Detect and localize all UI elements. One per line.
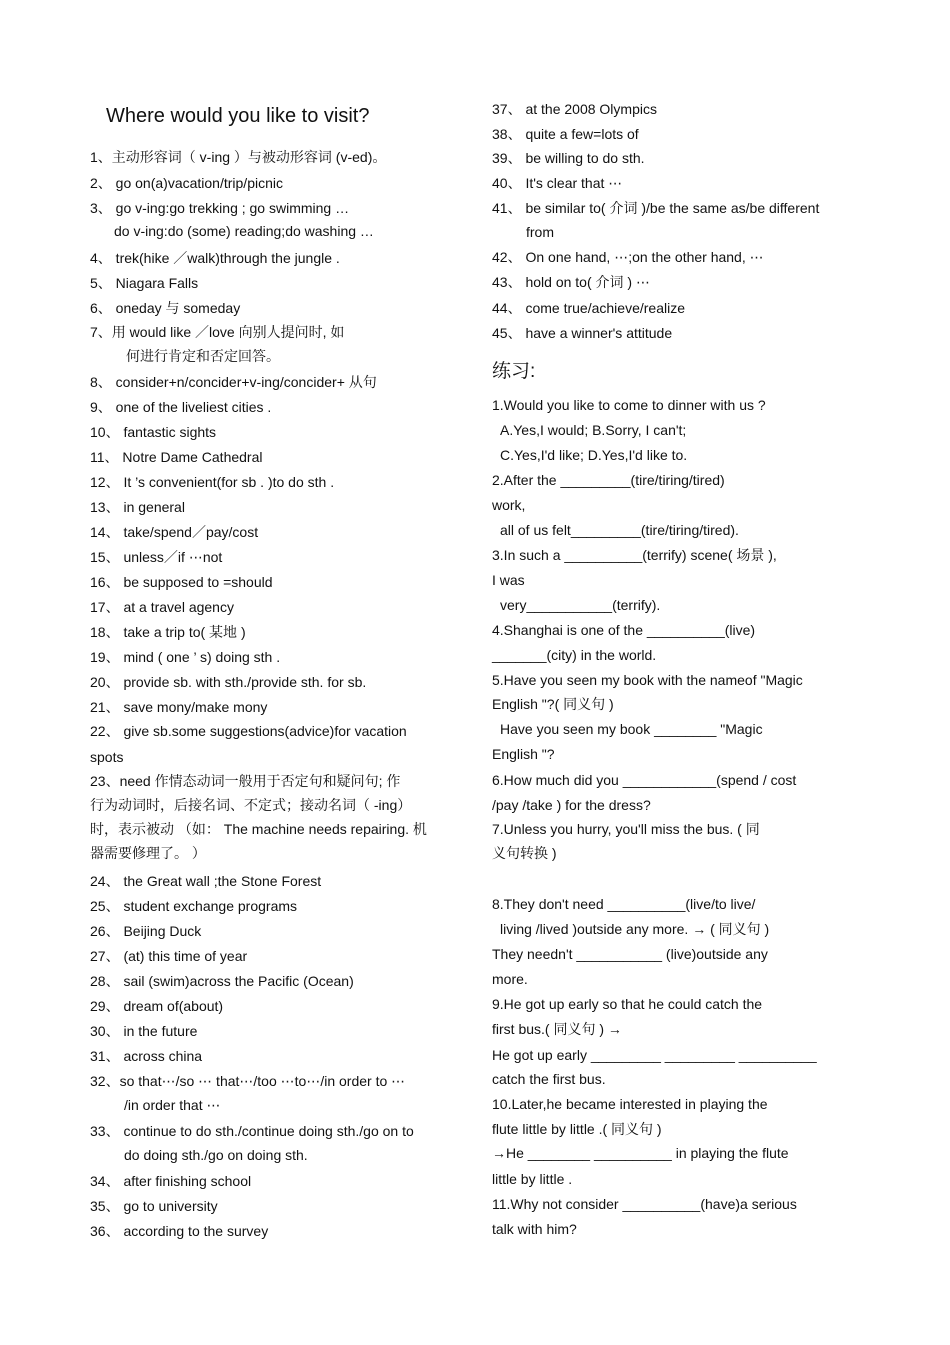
right-items-line: 38、 quite a few=lots of [492,126,639,142]
practice-lines-line: 10.Later,he became interested in playing the [492,1096,768,1112]
practice-lines-line: 8.They don't need __________(live/to live/ [492,896,756,912]
practice-lines-line: English "? [492,746,555,762]
practice-lines-line: first bus.( 同义句 ) → [492,1021,622,1037]
left-items-line: 31、 across china [90,1048,203,1064]
left-items-line: 10、 fantastic sights [90,424,217,440]
left-items-line: 器需要修理了。 ） [90,845,206,861]
left-items-line: 11、 Notre Dame Cathedral [90,449,263,465]
practice-lines-line: more. [492,971,528,987]
right-items-line: 43、 hold on to( 介词 ) ⋯ [492,274,650,290]
left-items-line: 26、 Beijing Duck [90,923,202,939]
left-items-line: 15、 unless／if ⋯not [90,549,223,565]
left-items-line: 何进行肯定和否定回答。 [126,348,280,364]
left-items-line: 19、 mind ( one ’ s) doing sth . [90,649,281,665]
left-items-line: 4、 trek(hike ／walk)through the jungle . [90,250,340,266]
right-items-line: 40、 It's clear that ⋯ [492,175,623,191]
practice-lines-line: 7.Unless you hurry, you'll miss the bus. ( 同 [492,821,760,837]
practice-lines-line: 义句转换 ) [492,845,557,861]
left-items-line: 20、 provide sb. with sth./provide sth. for sb. [90,674,367,690]
practice-lines-line: →He ________ __________ in playing the flute [492,1145,789,1161]
left-items-line: 18、 take a trip to( 某地 ) [90,624,246,640]
practice-lines-line: 4.Shanghai is one of the __________(live) [492,622,756,638]
left-items-line: 1、主动形容词（ v-ing ）与被动形容词 (v-ed)。 [90,149,387,165]
practice-lines-line: flute little by little .( 同义句 ) [492,1121,662,1137]
left-items-line: 14、 take/spend／pay/cost [90,524,259,540]
practice-lines-line: living /lived )outside any more. → ( 同义句 ) [500,921,770,937]
left-items-line: do doing sth./go on doing sth. [124,1147,308,1163]
left-items-line: 13、 in general [90,499,185,515]
page-title: Where would you like to visit? [106,105,370,127]
left-items-line: 6、 oneday 与 someday [90,300,241,316]
practice-lines-line: all of us felt_________(tire/tiring/tired). [500,522,739,538]
left-items-line: 12、 It ’s convenient(for sb . )to do sth . [90,474,335,490]
practice-lines-line: /pay /take ) for the dress? [492,797,651,813]
left-items-line: 16、 be supposed to =should [90,574,273,590]
left-items-line: spots [90,749,124,765]
left-items-line: 7、用 would like ／love 向别人提问时, 如 [90,324,345,340]
practice-lines-line: 5.Have you seen my book with the nameof "Magic [492,672,803,688]
left-items-line: do v-ing:do (some) reading;do washing … [114,223,374,239]
left-items-line: 36、 according to the survey [90,1223,269,1239]
practice-lines-line: 11.Why not consider __________(have)a serious [492,1196,797,1212]
left-items-line: 21、 save mony/make mony [90,699,268,715]
left-items-line: 29、 dream of(about) [90,998,224,1014]
left-items-line: 2、 go on(a)vacation/trip/picnic [90,175,283,191]
left-items-line: 时，表示被动 （如： The machine needs repairing. 机 [90,821,427,837]
right-items-line: 44、 come true/achieve/realize [492,300,685,316]
practice-lines-line: little by little . [492,1171,573,1187]
right-items-line: from [526,224,554,240]
left-items-line: 34、 after finishing school [90,1173,252,1189]
practice-lines-line: 3.In such a __________(terrify) scene( 场景 ), [492,547,777,563]
practice-lines-line: English "?( 同义句 ) [492,696,614,712]
practice-lines-line: _______(city) in the world. [492,647,657,663]
practice-lines-line: A.Yes,I would; B.Sorry, I can't; [500,422,687,438]
practice-lines-line: 1.Would you like to come to dinner with us ? [492,397,766,413]
practice-lines-line: 2.After the _________(tire/tiring/tired) [492,472,725,488]
left-items-line: 28、 sail (swim)across the Pacific (Ocean) [90,973,354,989]
practice-lines-line: talk with him? [492,1221,577,1237]
left-items-line: 5、 Niagara Falls [90,275,199,291]
practice-lines-line: catch the first bus. [492,1071,606,1087]
left-items-line: 行为动词时，后接名词、不定式；接动名词（ -ing） [90,797,412,813]
left-items-line: 27、 (at) this time of year [90,948,248,964]
right-items-line: 37、 at the 2008 Olympics [492,101,657,117]
practice-lines-line: 9.He got up early so that he could catch the [492,996,763,1012]
practice-lines-line: very___________(terrify). [500,597,661,613]
left-items-line: 8、 consider+n/concider+v-ing/concider+ 从句 [90,374,377,390]
practice-lines-line: I was [492,572,525,588]
left-items-line: 9、 one of the liveliest cities . [90,399,272,415]
practice-lines-line: He got up early _________ _________ __________ [492,1047,817,1063]
right-items-line: 41、 be similar to( 介词 )/be the same as/be different [492,200,820,216]
left-items-line: 25、 student exchange programs [90,898,298,914]
left-items-line: 30、 in the future [90,1023,198,1039]
right-items-line: 39、 be willing to do sth. [492,150,645,166]
left-items-line: 35、 go to university [90,1198,218,1214]
practice-lines-line: They needn't ___________ (live)outside any [492,946,768,962]
practice-lines-line: C.Yes,I'd like; D.Yes,I'd like to. [500,447,688,463]
left-items-line: /in order that ⋯ [124,1097,221,1113]
left-items-line: 33、 continue to do sth./continue doing sth./go on to [90,1123,414,1139]
practice-lines-line: Have you seen my book ________ "Magic [500,721,763,737]
practice-lines-line: work, [492,497,526,513]
right-items-line: 45、 have a winner's attitude [492,325,673,341]
right-items-line: 42、 On one hand, ⋯;on the other hand, ⋯ [492,249,764,265]
left-items-line: 17、 at a travel agency [90,599,234,615]
left-items-line: 22、 give sb.some suggestions(advice)for vacation [90,723,407,739]
practice-heading: 练习: [492,361,536,382]
left-items-line: 24、 the Great wall ;the Stone Forest [90,873,322,889]
left-items-line: 3、 go v-ing:go trekking ; go swimming … [90,200,350,216]
left-items-line: 23、need 作情态动词一般用于否定句和疑问句; 作 [90,773,401,789]
practice-lines-line: 6.How much did you ____________(spend / cost [492,772,797,788]
left-items-line: 32、so that⋯/so ⋯ that⋯/too ⋯to⋯/in order to ⋯ [90,1073,406,1089]
